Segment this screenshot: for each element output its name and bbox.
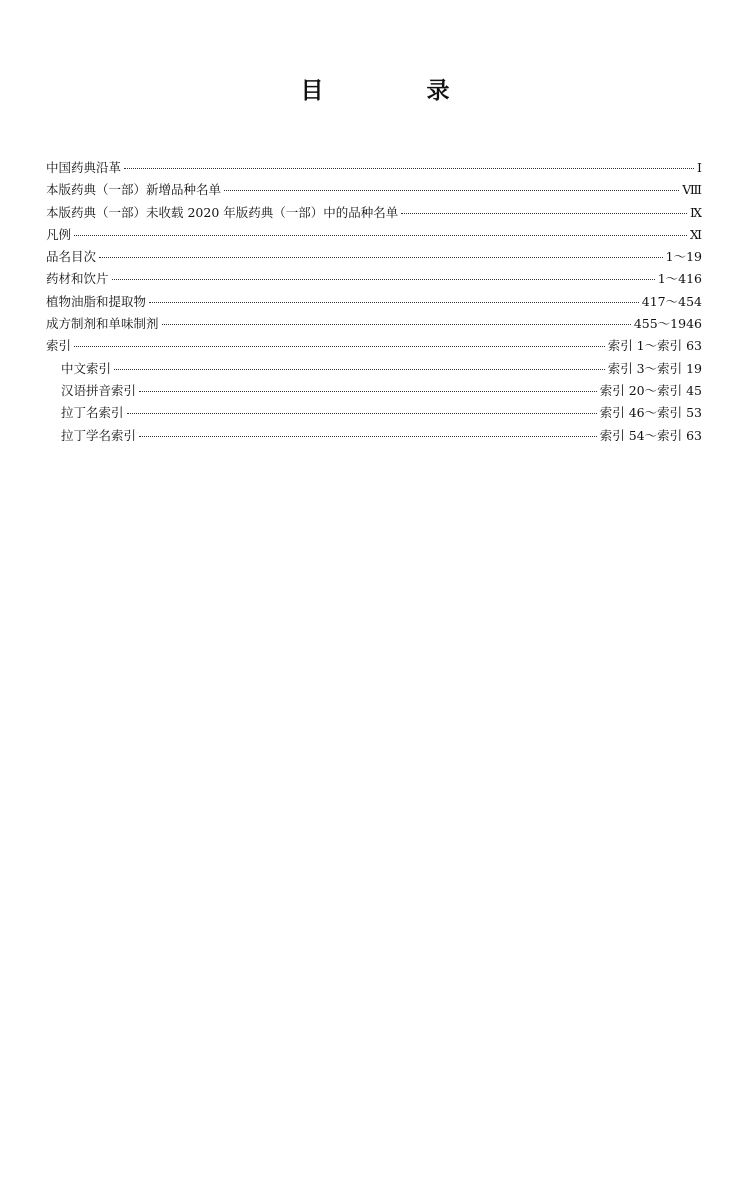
toc-entry-page: 索引 3～索引 19	[607, 360, 702, 376]
toc-entry-crude-drugs[interactable]	[46, 268, 702, 290]
toc-entry-oils-extracts[interactable]	[46, 291, 702, 313]
toc-entry-chinese-index[interactable]	[46, 358, 702, 380]
toc-entry-history[interactable]	[46, 157, 702, 179]
toc-entry-label: 拉丁学名索引	[61, 427, 137, 443]
dot-leader	[127, 413, 597, 414]
toc-entry-pinyin-index[interactable]	[46, 380, 702, 402]
toc-entry-page: 索引 1～索引 63	[607, 338, 702, 354]
toc-entry-page: 1～416	[657, 271, 702, 287]
toc-entry-label: 汉语拼音索引	[61, 382, 137, 398]
toc-entry-label: 药材和饮片	[46, 271, 109, 287]
toc-entry-latin-scientific-index[interactable]	[46, 425, 702, 447]
toc-entry-label: 品名目次	[46, 249, 97, 265]
toc-entry-page: 1～19	[665, 249, 702, 265]
dot-leader	[114, 369, 605, 370]
toc-entry-preparations[interactable]	[46, 313, 702, 335]
dot-leader	[99, 257, 663, 258]
dot-leader	[401, 213, 687, 214]
table-of-contents	[46, 157, 702, 447]
toc-entry-label: 拉丁名索引	[61, 405, 124, 421]
toc-entry-page: 索引 46～索引 53	[599, 405, 702, 421]
toc-entry-label: 凡例	[46, 226, 72, 242]
toc-entry-index[interactable]	[46, 335, 702, 357]
toc-entry-latin-name-index[interactable]	[46, 402, 702, 424]
toc-entry-label: 中文索引	[61, 360, 112, 376]
dot-leader	[149, 302, 639, 303]
toc-entry-page: 索引 54～索引 63	[599, 427, 702, 443]
toc-entry-page: 455～1946	[633, 316, 702, 332]
toc-entry-label: 本版药典（一部）未收载 2020 年版药典（一部）中的品种名单	[46, 204, 399, 220]
toc-entry-label: 植物油脂和提取物	[46, 293, 147, 309]
toc-entry-label: 索引	[46, 338, 72, 354]
toc-entry-general-notices[interactable]	[46, 224, 702, 246]
toc-entry-page: 417～454	[641, 293, 702, 309]
toc-entry-page: Ⅰ	[697, 160, 702, 175]
toc-entry-label: 本版药典（一部）新增品种名单	[46, 182, 222, 198]
toc-entry-label: 中国药典沿革	[46, 160, 122, 175]
dot-leader	[139, 436, 597, 437]
toc-entry-page: Ⅷ	[682, 182, 702, 198]
dot-leader	[124, 168, 694, 169]
dot-leader	[139, 391, 597, 392]
toc-entry-new-items[interactable]	[46, 179, 702, 201]
toc-entry-label: 成方制剂和单味制剂	[46, 316, 159, 332]
dot-leader	[112, 279, 655, 280]
toc-entry-removed-items[interactable]	[46, 202, 702, 224]
page-title: 目 录	[300, 77, 490, 104]
dot-leader	[224, 190, 679, 191]
toc-entry-page: Ⅺ	[689, 226, 702, 242]
toc-entry-page: Ⅸ	[689, 204, 702, 220]
dot-leader	[162, 324, 631, 325]
dot-leader	[74, 235, 687, 236]
toc-entry-item-list[interactable]	[46, 246, 702, 268]
dot-leader	[74, 346, 605, 347]
toc-entry-page: 索引 20～索引 45	[599, 382, 702, 398]
